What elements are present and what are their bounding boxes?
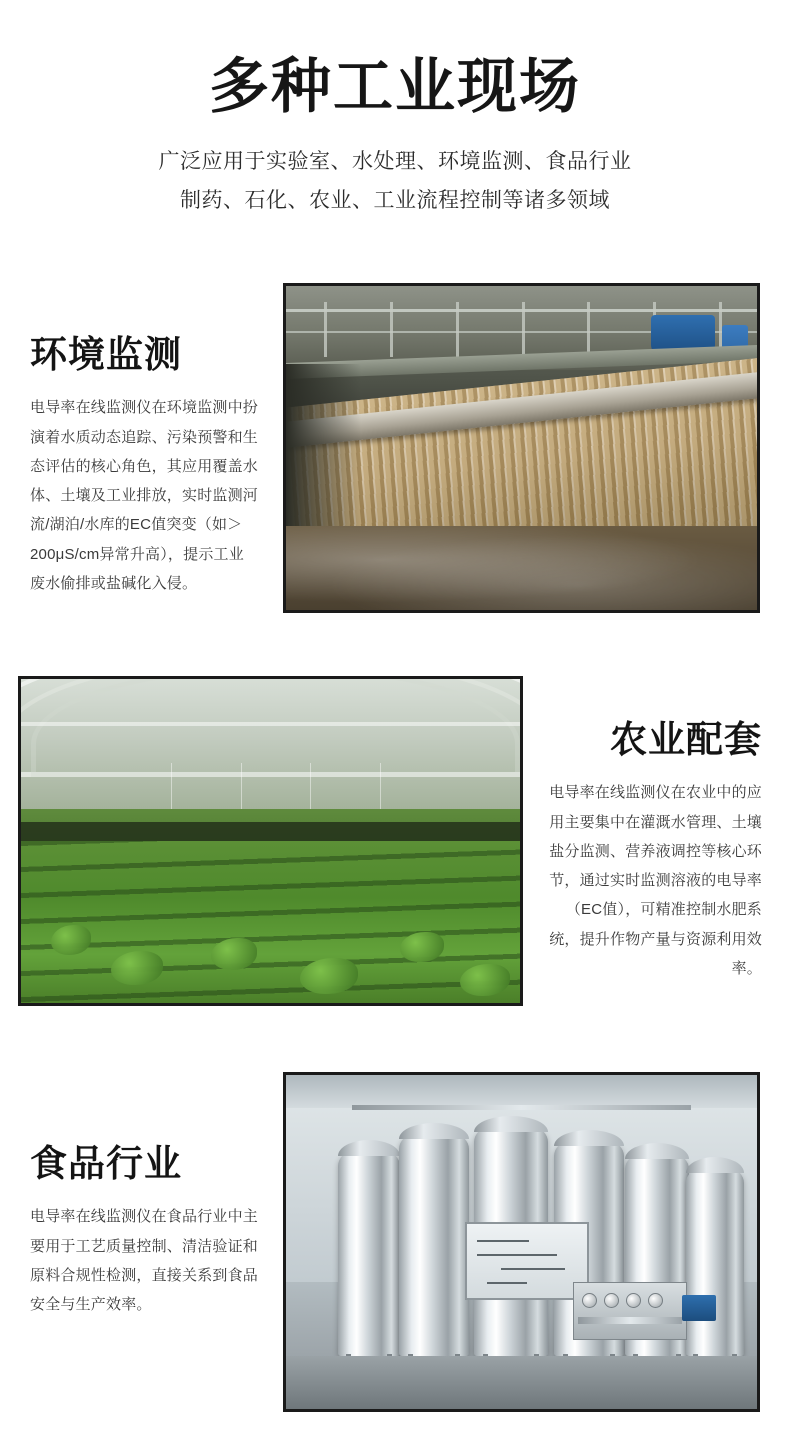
subtitle-line-2: 制药、石化、农业、工业流程控制等诸多领域: [180, 188, 610, 212]
agriculture-body: 电导率在线监测仪在农业中的应用主要集中在灌溉水管理、土壤盐分监测、营养液调控等核心环节，通过实时监测溶液的电导率（EC值），可精准控制水肥系统，提升作物产量与资源利用效率。: [549, 784, 762, 977]
food-panel-line-1: [477, 1240, 529, 1242]
subtitle-block: [0, 143, 790, 221]
agriculture-photo-scene: [21, 679, 520, 1003]
food-valve-2: [604, 1293, 619, 1308]
food-panel-line-2: [477, 1254, 557, 1256]
env-post-4: [522, 302, 525, 357]
agri-beam: [21, 722, 520, 726]
agri-string-3: [310, 763, 311, 815]
env-post-3: [456, 302, 459, 357]
environment-title: 环境监测: [30, 334, 182, 375]
food-floor: [286, 1356, 757, 1409]
food-text-column: [30, 1142, 258, 1319]
agri-string-2: [241, 763, 242, 815]
agri-crop-rows: [21, 841, 520, 1003]
subtitle-line-1: 广泛应用于实验室、水处理、环境监测、食品行业: [158, 150, 632, 173]
food-valve-skid: [573, 1282, 687, 1340]
food-valve-3: [626, 1293, 641, 1308]
food-title: 食品行业: [30, 1143, 182, 1184]
food-body: 电导率在线监测仪在食品行业中主要用于工艺质量控制、清洁验证和原料合规性检测，直接关系到食品安全与生产效率。: [30, 1208, 259, 1314]
food-ceiling: [286, 1075, 757, 1108]
food-panel-line-3: [501, 1268, 565, 1270]
page-header: [0, 0, 790, 221]
agri-greenhouse-roof: [21, 679, 520, 822]
environment-text-column: [30, 333, 258, 598]
section-environment: [0, 283, 790, 613]
page-title: 多种工业现场: [209, 53, 581, 120]
agriculture-photo: [18, 676, 523, 1006]
agriculture-title: 农业配套: [610, 719, 762, 760]
agri-string-1: [171, 763, 172, 815]
section-food: [0, 1072, 790, 1412]
environment-body: 电导率在线监测仪在环境监测中扮演着水质动态追踪、污染预警和生态评估的核心角色，其应用覆盖水体、土壤及工业排放，实时监测河流/湖泊/水库的EC值突变（如＞200μS/cm异常升高），提示工业废水偷排或盐碱化入侵。: [30, 399, 259, 592]
env-foam-basin: [286, 526, 757, 610]
food-blue-unit: [682, 1295, 716, 1321]
food-valve-1: [582, 1293, 597, 1308]
env-shadow-left: [286, 364, 361, 526]
food-control-panel: [465, 1222, 589, 1300]
section-agriculture: [0, 676, 790, 1006]
agriculture-text-column: [536, 718, 762, 983]
agri-arc-3: [31, 676, 520, 777]
environment-photo-scene: [286, 286, 757, 610]
agri-string-4: [380, 763, 381, 815]
food-panel-line-4: [487, 1282, 527, 1284]
environment-photo: [283, 283, 760, 613]
food-overhead-pipe: [352, 1105, 691, 1110]
env-post-5: [587, 302, 590, 357]
food-tank-2: [399, 1135, 469, 1355]
food-valve-4: [648, 1293, 663, 1308]
food-photo-scene: [286, 1075, 757, 1409]
env-post-1: [324, 302, 327, 357]
food-skid-pipe: [578, 1317, 682, 1324]
food-tank-6: [686, 1169, 744, 1356]
env-post-2: [390, 302, 393, 357]
food-photo: [283, 1072, 760, 1412]
food-tank-1: [338, 1152, 400, 1356]
